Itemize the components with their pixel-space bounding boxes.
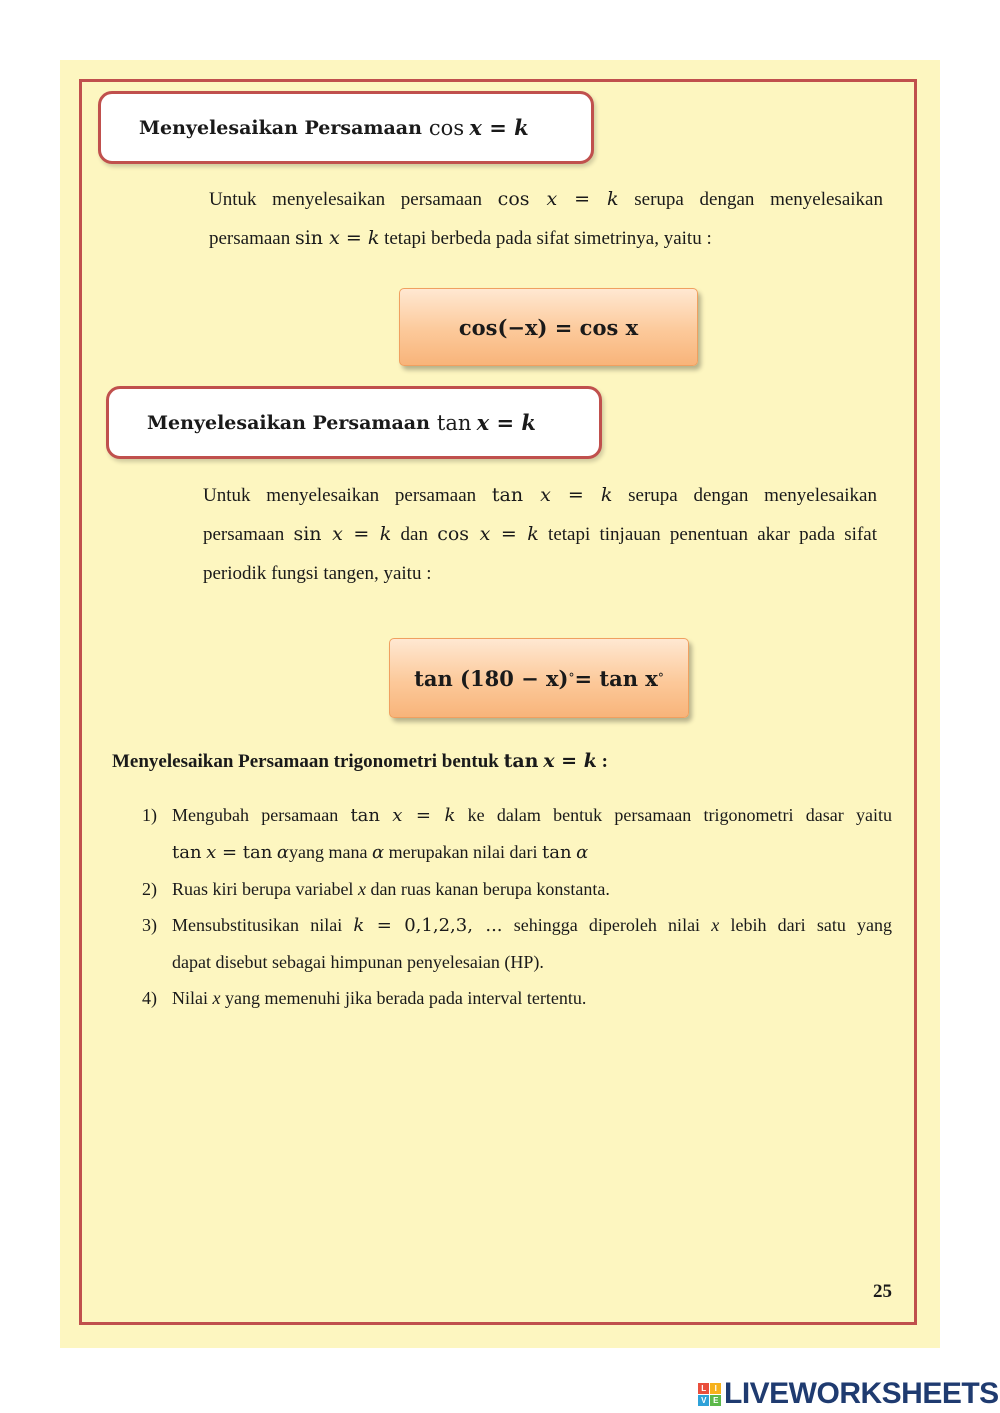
heading-tan-math: x = k <box>476 410 536 435</box>
page-number: 25 <box>873 1281 892 1302</box>
list-item: 2) Ruas kiri berupa variabel x dan ruas kanan berupa konstanta. <box>142 879 610 899</box>
formula-tan-degree-1: ° <box>568 671 575 685</box>
list-item: 1) Mengubah persamaan tan x = k ke dalam bentuk persamaan trigonometri dasar yaitu tan x = tan αyang mana α merupakan nilai dari tan α <box>142 805 893 863</box>
heading-cos-fn: cos <box>428 115 465 140</box>
formula-tan-mid: = tan x <box>574 665 658 691</box>
formula-cos-symmetry <box>399 288 698 366</box>
para-tan <box>203 476 877 593</box>
formula-cos-text: cos(−x) = cos x <box>458 314 639 340</box>
para-cos <box>209 180 883 258</box>
para-cos-line-2: persamaan sin x = k tetapi berbeda pada sifat simetrinya, yaitu : <box>209 227 712 249</box>
heading-tan-strong: Menyelesaikan Persamaan <box>147 411 430 434</box>
formula-tan-periodic <box>389 638 689 718</box>
liveworksheets-watermark[interactable] <box>698 1377 999 1411</box>
liveworksheets-logo-icon: L I V E <box>698 1383 721 1406</box>
heading-cos-strong: Menyelesaikan Persamaan <box>139 116 422 139</box>
heading-tan-fn: tan <box>436 410 472 435</box>
para-tan-line-3: periodik fungsi tangen, yaitu : <box>203 563 432 584</box>
para-tan-line-2: persamaan sin x = k dan cos x = k tetapi tinjauan penentuan akar pada sifat <box>203 523 877 545</box>
para-cos-line-1: Untuk menyelesaikan persamaan cos x = k serupa dengan menyelesaikan <box>209 188 883 210</box>
heading-cos-math: x = k <box>469 115 529 140</box>
list-item: 4) Nilai x yang memenuhi jika berada pada interval tertentu. <box>142 988 587 1008</box>
list-item: 3) Mensubstitusikan nilai k = 0,1,2,3, ... sehingga diperoleh nilai x lebih dari satu yang dapat disebut sebagai himpunan penyelesaian (HP). <box>142 915 893 972</box>
heading-tan-box <box>106 386 602 459</box>
para-tan-line-1: Untuk menyelesaikan persamaan tan x = k serupa dengan menyelesaikan <box>203 484 877 506</box>
formula-tan-degree-2: ° <box>657 671 664 685</box>
watermark-text: LIVEWORKSHEETS <box>724 1377 999 1410</box>
steps-title: Menyelesaikan Persamaan trigonometri bentuk tan x = k : <box>112 750 608 772</box>
heading-cos-box <box>98 91 594 164</box>
steps-list <box>142 797 892 1016</box>
formula-tan-main: tan (180 − x) <box>414 665 569 691</box>
